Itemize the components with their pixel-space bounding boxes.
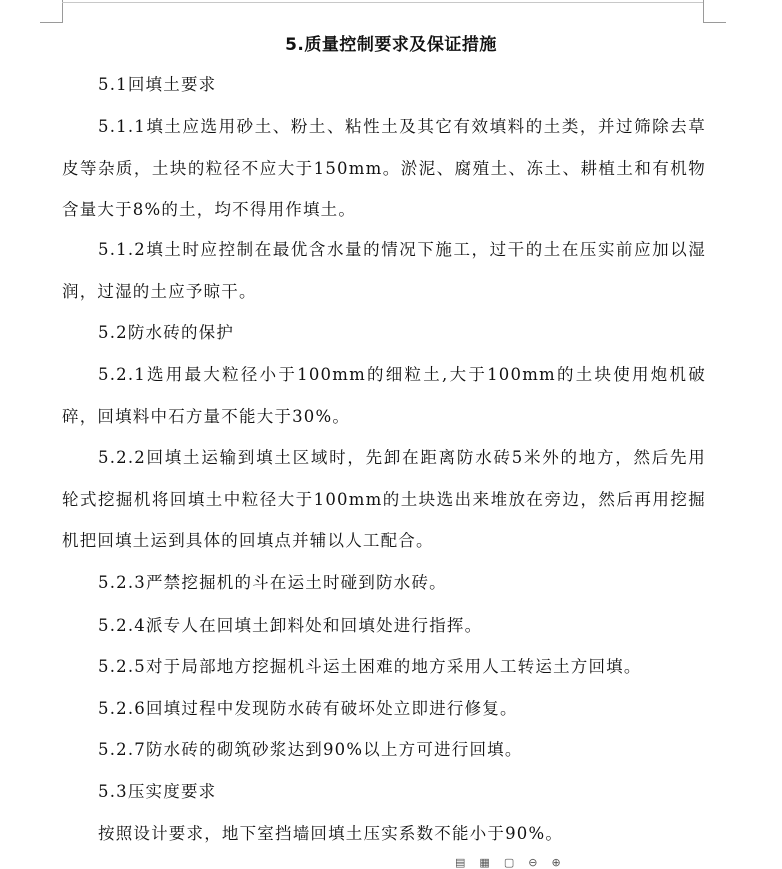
read-mode-icon[interactable]: ▤ bbox=[455, 855, 466, 869]
paragraph-heading-5-1: 5.1回填土要求 bbox=[98, 75, 217, 94]
margin-corner-top-left bbox=[40, 0, 63, 23]
margin-corner-top-right bbox=[703, 0, 726, 23]
paragraph-5-2-3: 5.2.3严禁挖掘机的斗在运土时碰到防水砖。 bbox=[98, 573, 447, 592]
zoom-out-icon[interactable]: ⊖ bbox=[528, 855, 538, 869]
paragraph-5-2-4: 5.2.4派专人在回填土卸料处和回填处进行指挥。 bbox=[98, 616, 483, 635]
paragraph-5-3-text: 按照设计要求，地下室挡墙回填土压实系数不能小于90%。 bbox=[98, 824, 564, 843]
paragraph-5-1-1: 5.1.1填土应选用砂土、粉土、粘性土及其它有效填料的土类，并过筛除去草皮等杂质，土块的粒径不应大于150mm。淤泥、腐殖土、冻土、耕植土和有机物含量大于8%的土，均不得用作填土。 bbox=[62, 117, 706, 219]
web-view-icon[interactable]: ▢ bbox=[503, 855, 515, 869]
paragraph-5-1-2: 5.1.2填土时应控制在最优含水量的情况下施工，过干的土在压实前应加以湿润，过湿的土应予晾干。 bbox=[62, 240, 706, 301]
page-top-edge bbox=[62, 0, 703, 3]
view-toolbar-strip bbox=[455, 856, 782, 868]
paragraph-5-2-6: 5.2.6回填过程中发现防水砖有破坏处立即进行修复。 bbox=[98, 699, 518, 718]
paragraph-5-2-1: 5.2.1选用最大粒径小于100mm的细粒土,大于100mm的土块使用炮机破碎，回填料中石方量不能大于30%。 bbox=[62, 365, 706, 426]
page-view-icon[interactable]: ▦ bbox=[479, 855, 490, 869]
section-title: 5.质量控制要求及保证措施 bbox=[285, 35, 497, 55]
paragraph-5-2-5: 5.2.5对于局部地方挖掘机斗运土困难的地方采用人工转运土方回填。 bbox=[98, 657, 642, 676]
zoom-in-icon[interactable]: ⊕ bbox=[551, 855, 561, 869]
paragraph-5-2-2: 5.2.2回填土运输到填土区域时，先卸在距离防水砖5米外的地方，然后先用轮式挖掘机将回填土中粒径大于100mm的土块选出来堆放在旁边，然后再用挖掘机把回填土运到具体的回填点并辅以人工配合。 bbox=[62, 448, 706, 550]
paragraph-heading-5-3: 5.3压实度要求 bbox=[98, 782, 217, 801]
paragraph-heading-5-2: 5.2防水砖的保护 bbox=[98, 323, 235, 342]
paragraph-5-2-7: 5.2.7防水砖的砌筑砂浆达到90%以上方可进行回填。 bbox=[98, 740, 523, 759]
